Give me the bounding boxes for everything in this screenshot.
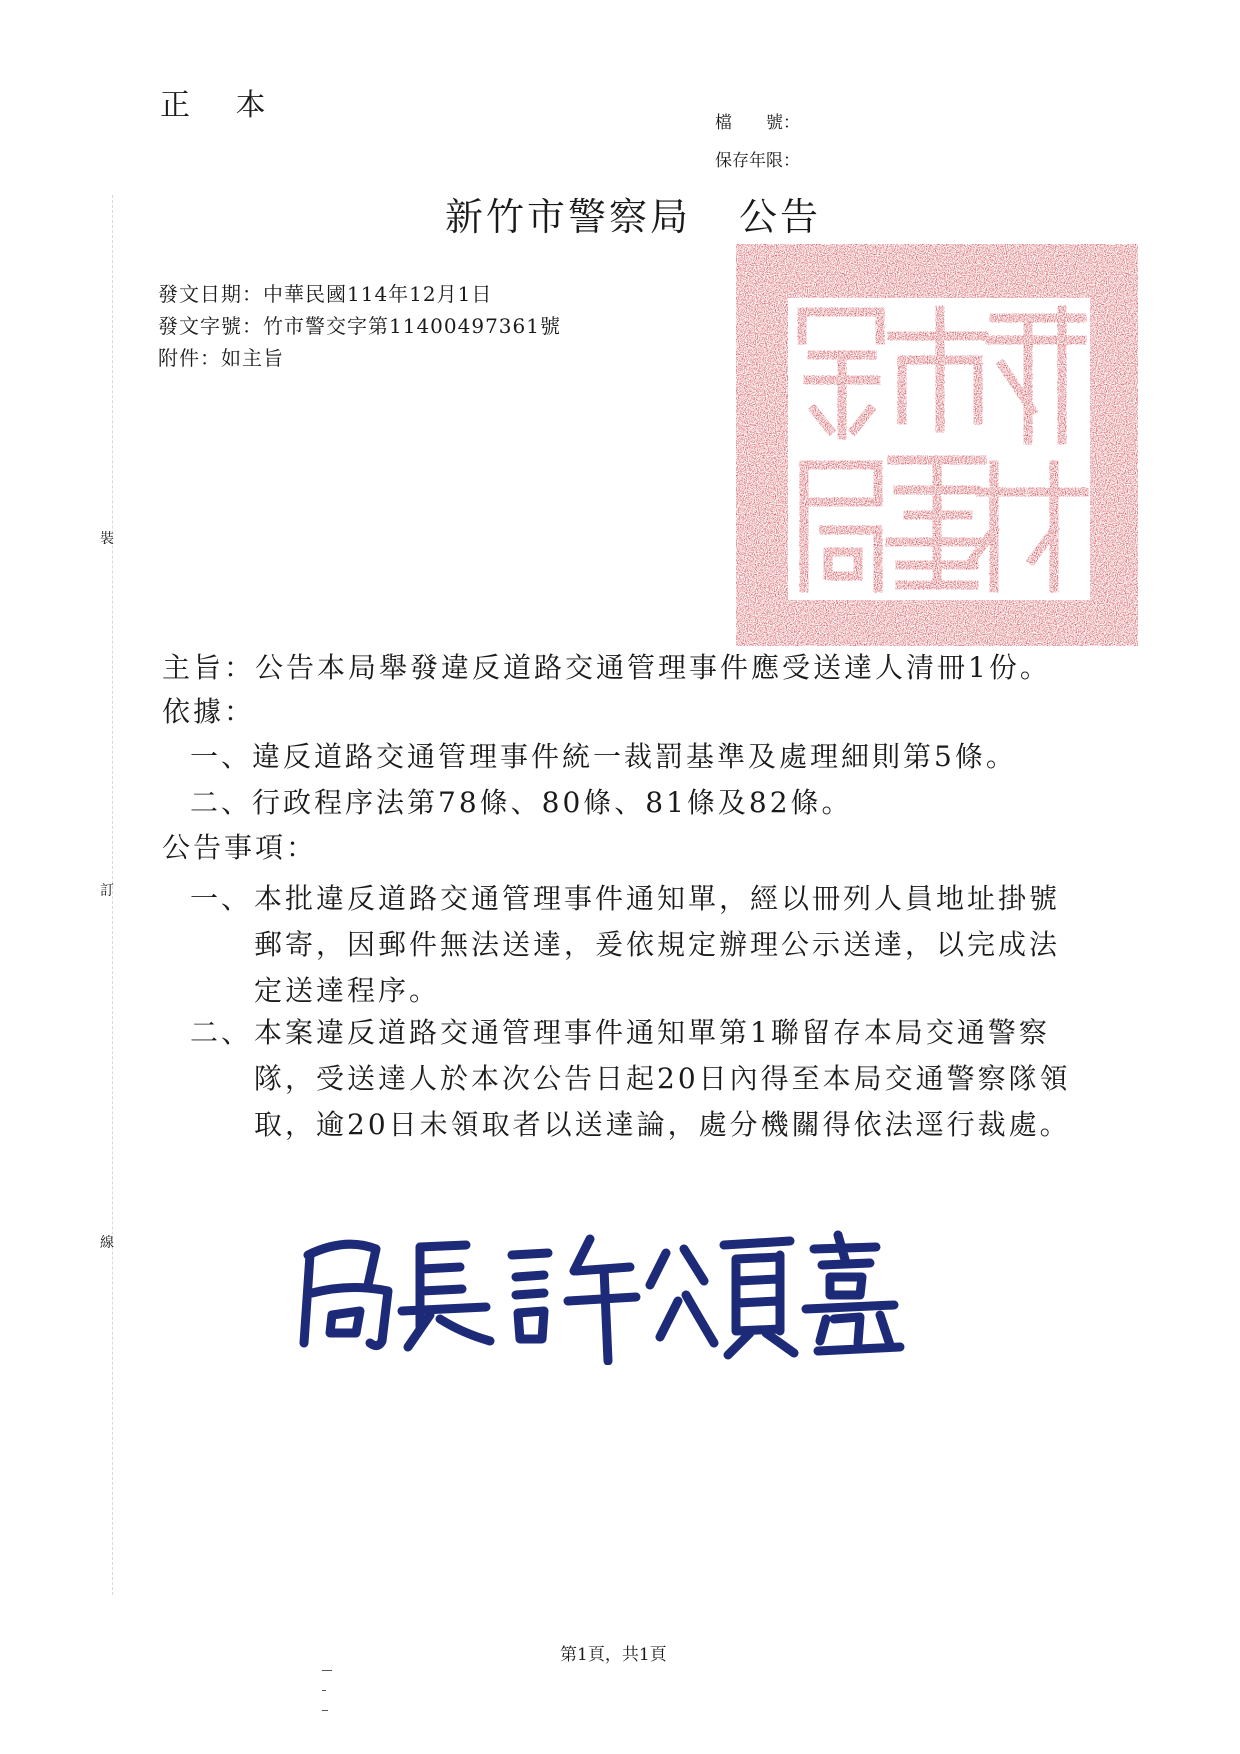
scan-mark bbox=[322, 1670, 332, 1671]
binding-mark: 裝 bbox=[100, 531, 114, 547]
notice-item-number: 一、 bbox=[190, 882, 253, 915]
binding-mark: 訂 bbox=[100, 883, 114, 899]
copy-mark: 正 本 bbox=[160, 88, 284, 123]
retention-period-label: 保存年限： bbox=[715, 151, 800, 171]
notice-item-text: 本批違反道路交通管理事件通知單，經以冊列人員地址掛號郵寄，因郵件無法送達，爰依規定辦理公示送達，以完成法定送達程序。 bbox=[254, 882, 1061, 1007]
page-footer: 第1頁，共1頁 bbox=[560, 1645, 667, 1665]
issue-date: 發文日期：中華民國114年12月1日 bbox=[158, 282, 493, 306]
document-number: 發文字號：竹市警交字第11400497361號 bbox=[158, 314, 561, 338]
basis-item: 一、違反道路交通管理事件統一裁罰基準及處理細則第5條。 bbox=[190, 740, 1017, 773]
basis-heading: 依據： bbox=[162, 695, 256, 728]
file-number-label: 檔 號： bbox=[715, 113, 800, 133]
document-title bbox=[445, 186, 821, 241]
scan-mark bbox=[322, 1690, 326, 1691]
notice-heading: 公告事項： bbox=[162, 831, 318, 864]
director-signature bbox=[290, 1215, 910, 1365]
scan-mark bbox=[322, 1710, 328, 1711]
binding-mark: 線 bbox=[100, 1235, 114, 1251]
document-type: 公告 bbox=[739, 195, 822, 239]
subject-line: 主旨：公告本局舉發違反道路交通管理事件應受送達人清冊1份。 bbox=[162, 651, 1051, 684]
notice-item-number: 二、 bbox=[190, 1016, 253, 1049]
attachment-note: 附件：如主旨 bbox=[158, 346, 284, 370]
official-seal bbox=[732, 240, 1142, 650]
notice-item bbox=[190, 1010, 1090, 1148]
basis-item: 二、行政程序法第78條、80條、81條及82條。 bbox=[190, 786, 853, 819]
issuer-name: 新竹市警察局 bbox=[445, 195, 692, 239]
notice-item-text: 本案違反道路交通管理事件通知單第1聯留存本局交通警察隊，受送達人於本次公告日起20日內得至本局交通警察隊領取，逾20日未領取者以送達論，處分機關得依法逕行裁處。 bbox=[254, 1016, 1071, 1141]
notice-item bbox=[190, 876, 1090, 1014]
